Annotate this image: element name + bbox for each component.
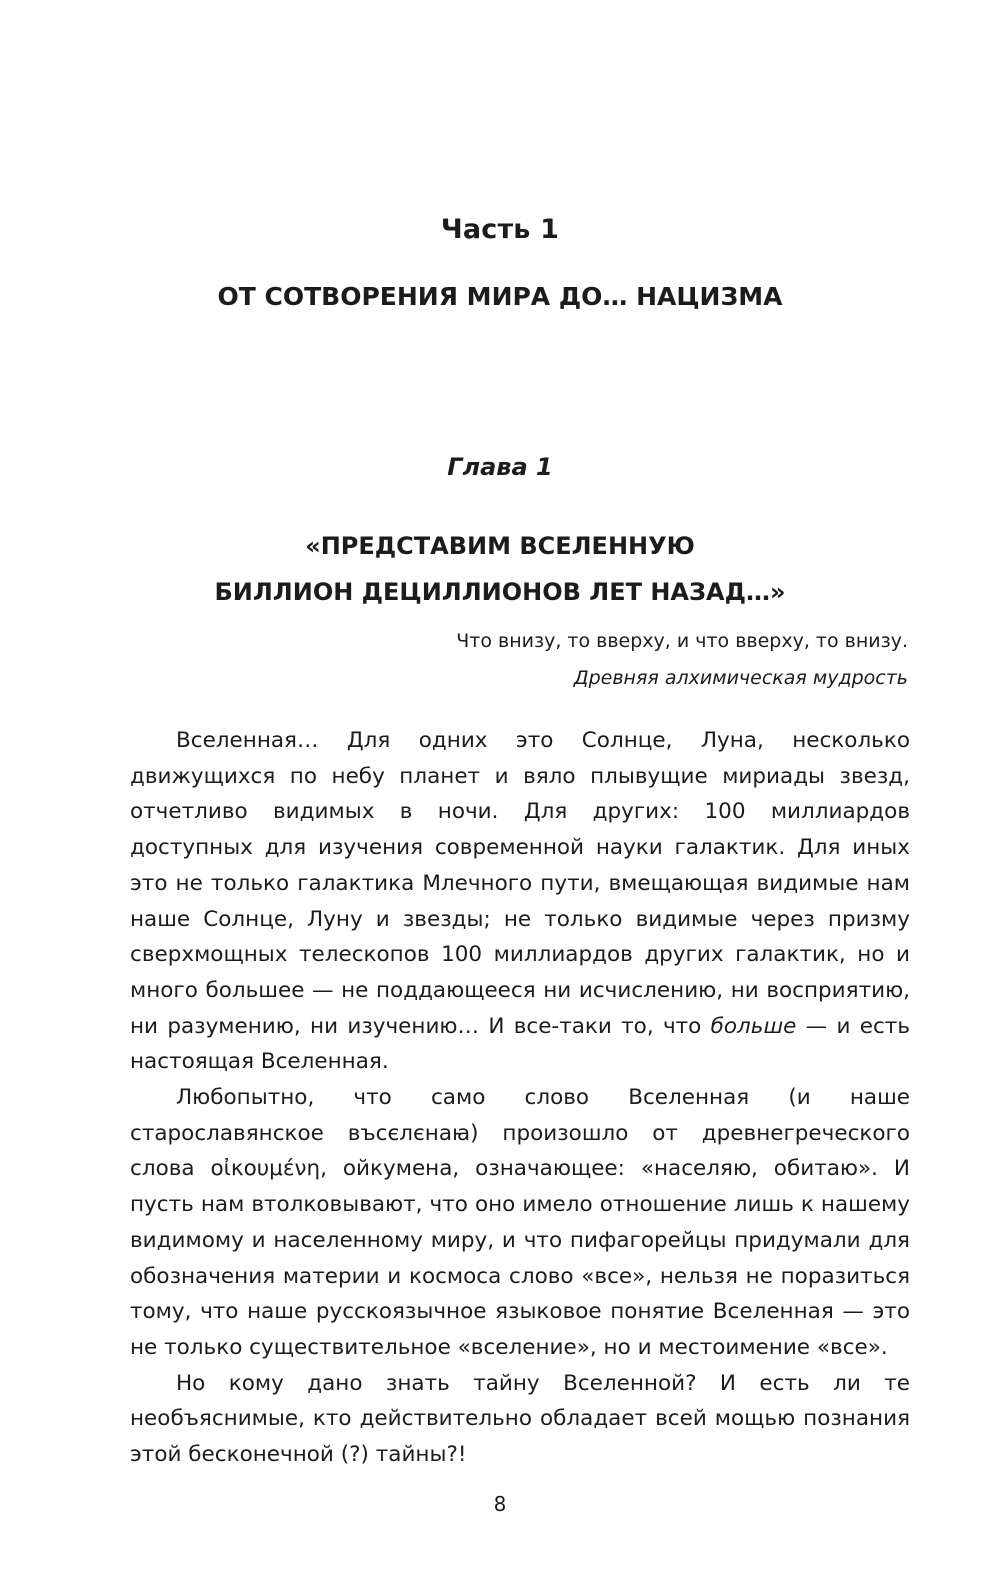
chapter-title — [0, 523, 1000, 615]
paragraph-1-start: Вселенная… Для одних это Солнце, Луна, несколько движущихся по небу планет и вяло плывущие мириады звезд, отчетливо видимых в ночи. Для других: 100 миллиардов доступных для изучения современной науки галактик. Для иных это не только галактика Млечного пути, вмещающая видимые нам наше Солнце, Луну и звезды; не только видимые через призму сверхмощных телескопов 100 миллиардов других галактик, но и много большее — не поддающееся ни исчислению, ни восприятию, ни разумению, ни изучению… И все-таки то, что — [130, 728, 910, 1039]
page-number: 8 — [493, 1492, 507, 1516]
part-title: Часть 1 — [440, 214, 560, 245]
paragraph-2: Любопытно, что само слово Вселенная (и наше старославянское въсєлєнаꙗ) произошло от древнегреческого слова οἰκουμένη, ойкумена, означающее: «населяю, обитаю». И пусть нам втолковывают, что оно имело отношение лишь к нашему видимому и населенному миру, и что пифагорейцы придумали для обозначения материи и космоса слово «все», нельзя не поразиться тому, что наше русскоязычное языковое понятие Вселенная — это не только существительное «вселение», но и местоимение «все». — [130, 1085, 910, 1360]
epigraph-source: Древняя алхимическая мудрость — [573, 667, 908, 689]
paragraph-1-end: — и есть настоящая Вселенная. — [130, 1013, 910, 1075]
body-text — [130, 723, 910, 1473]
paragraph-3: Но кому дано знать тайну Вселенной? И есть ли те необъяснимые, кто действительно обладает всей мощью познания этой бесконечной (?) тайны?! — [130, 1370, 910, 1468]
paragraph-1 — [130, 723, 910, 1080]
part-subtitle: ОТ СОТВОРЕНИЯ МИРА ДО… НАЦИЗМА — [217, 282, 783, 311]
epigraph — [308, 623, 908, 697]
paragraph-1-emphasis: больше — [710, 1013, 797, 1039]
chapter-title-line-1: «ПРЕДСТАВИМ ВСЕЛЕННУЮ — [305, 532, 695, 560]
chapter-label: Глава 1 — [447, 453, 553, 481]
epigraph-quote: Что внизу, то вверху, и что вверху, то внизу. — [456, 630, 908, 652]
chapter-title-line-2: БИЛЛИОН ДЕЦИЛЛИОНОВ ЛЕТ НАЗАД…» — [214, 578, 786, 606]
